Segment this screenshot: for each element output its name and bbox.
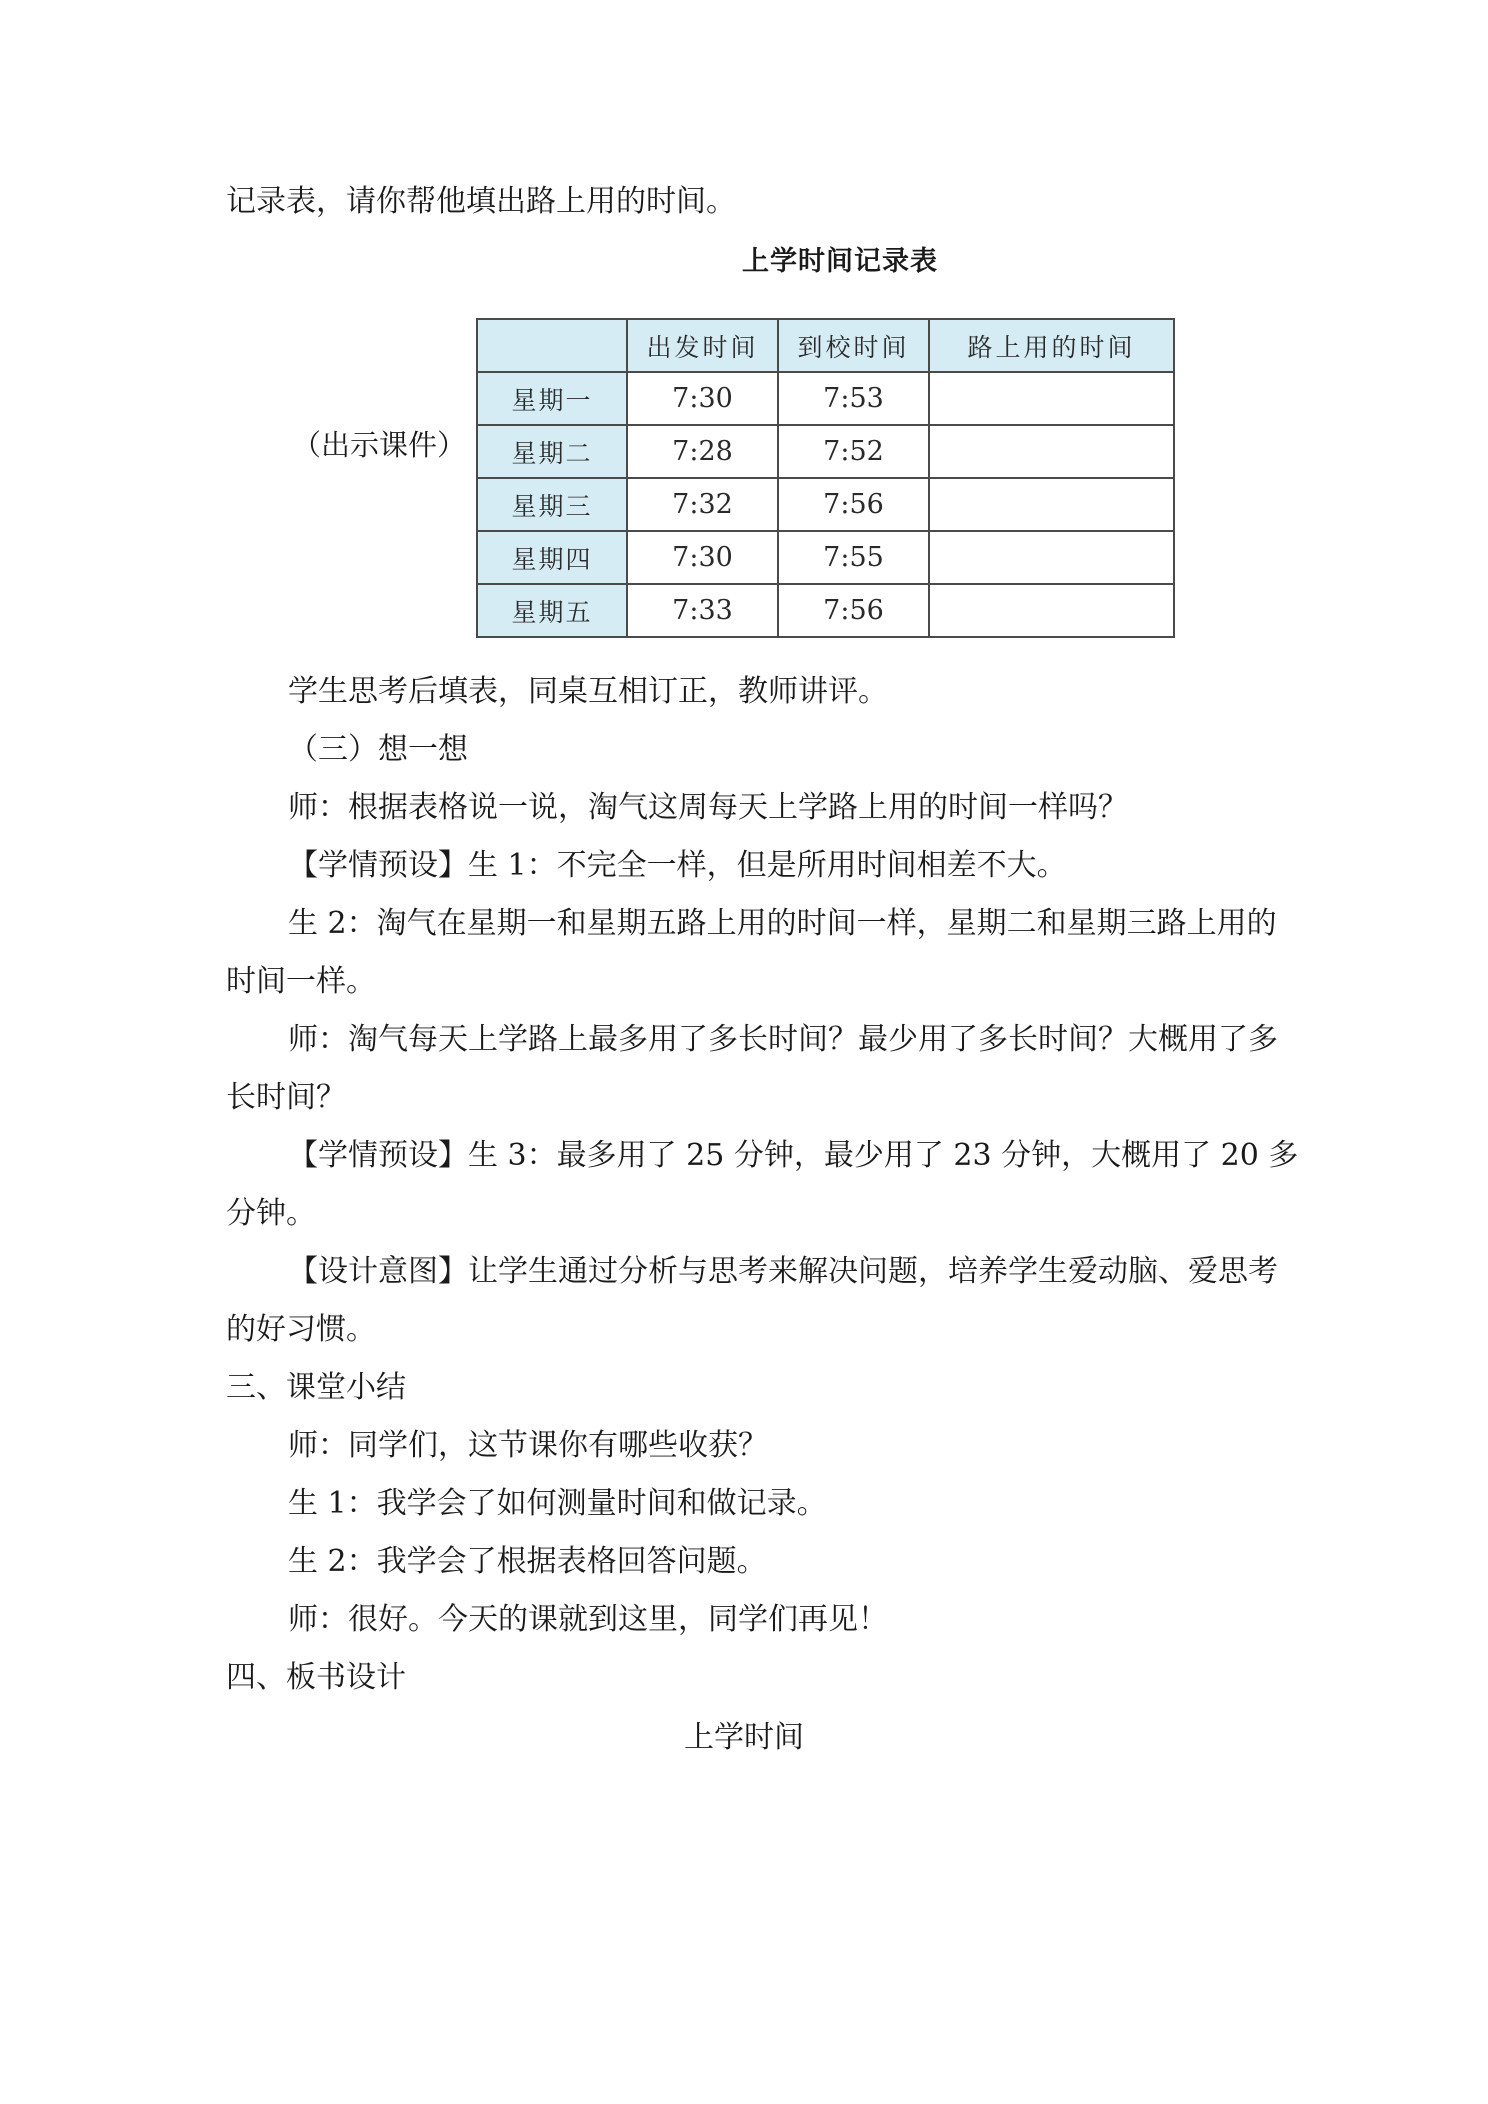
board-title: 上学时间 — [684, 1720, 804, 1755]
travel-time — [929, 478, 1174, 531]
paragraph: 学生思考后填表，同桌互相订正，教师讲评。 — [288, 674, 888, 709]
paragraph: 生 2：我学会了根据表格回答问题。 — [288, 1544, 767, 1579]
table-row — [477, 531, 1174, 584]
paragraph-continuation: 的好习惯。 — [226, 1312, 376, 1347]
paragraph: 师：同学们，这节课你有哪些收获？ — [288, 1428, 768, 1463]
travel-time — [929, 584, 1174, 637]
paragraph-continuation: 分钟。 — [226, 1196, 316, 1231]
departure-time: 7:28 — [627, 425, 778, 478]
header-cell: 出发时间 — [627, 319, 778, 372]
arrival-time: 7:53 — [778, 372, 929, 425]
departure-time: 7:32 — [627, 478, 778, 531]
intro-line: 记录表，请你帮他填出路上用的时间。 — [226, 184, 736, 219]
paragraph: 生 1：我学会了如何测量时间和做记录。 — [288, 1486, 827, 1521]
row-label: 星期四 — [477, 531, 627, 584]
paragraph: 【学情预设】生 3：最多用了 25 分钟，最少用了 23 分钟，大概用了 20 多 — [288, 1138, 1299, 1173]
table-row — [477, 425, 1174, 478]
row-label: 星期五 — [477, 584, 627, 637]
paragraph: 【学情预设】生 1：不完全一样，但是所用时间相差不大。 — [288, 848, 1067, 883]
arrival-time: 7:55 — [778, 531, 929, 584]
section-heading: 三、课堂小结 — [226, 1370, 406, 1405]
arrival-time: 7:56 — [778, 478, 929, 531]
table-header-row — [477, 319, 1174, 372]
departure-time: 7:30 — [627, 531, 778, 584]
table-row — [477, 478, 1174, 531]
table-title: 上学时间记录表 — [742, 246, 938, 277]
arrival-time: 7:52 — [778, 425, 929, 478]
paragraph: 生 2：淘气在星期一和星期五路上用的时间一样，星期二和星期三路上用的 — [288, 906, 1277, 941]
side-note: （出示课件） — [292, 428, 467, 462]
paragraph-continuation: 长时间？ — [226, 1080, 346, 1115]
row-label: 星期二 — [477, 425, 627, 478]
departure-time: 7:33 — [627, 584, 778, 637]
header-cell: 到校时间 — [778, 319, 929, 372]
paragraph: 师：淘气每天上学路上最多用了多长时间？最少用了多长时间？大概用了多 — [288, 1022, 1278, 1057]
paragraph: 【设计意图】让学生通过分析与思考来解决问题，培养学生爱动脑、爱思考 — [288, 1254, 1278, 1289]
paragraph-continuation: 时间一样。 — [226, 964, 376, 999]
travel-time — [929, 425, 1174, 478]
table-row — [477, 372, 1174, 425]
header-cell: 路上用的时间 — [929, 319, 1174, 372]
row-label: 星期一 — [477, 372, 627, 425]
paragraph: 师：根据表格说一说，淘气这周每天上学路上用的时间一样吗？ — [288, 790, 1128, 825]
departure-time: 7:30 — [627, 372, 778, 425]
record-table — [476, 318, 1175, 638]
section-heading: 四、板书设计 — [226, 1660, 406, 1695]
travel-time — [929, 531, 1174, 584]
arrival-time: 7:56 — [778, 584, 929, 637]
table-row — [477, 584, 1174, 637]
row-label: 星期三 — [477, 478, 627, 531]
section-heading: （三）想一想 — [288, 732, 468, 767]
header-cell — [477, 319, 627, 372]
travel-time — [929, 372, 1174, 425]
paragraph: 师：很好。今天的课就到这里，同学们再见！ — [288, 1602, 888, 1637]
